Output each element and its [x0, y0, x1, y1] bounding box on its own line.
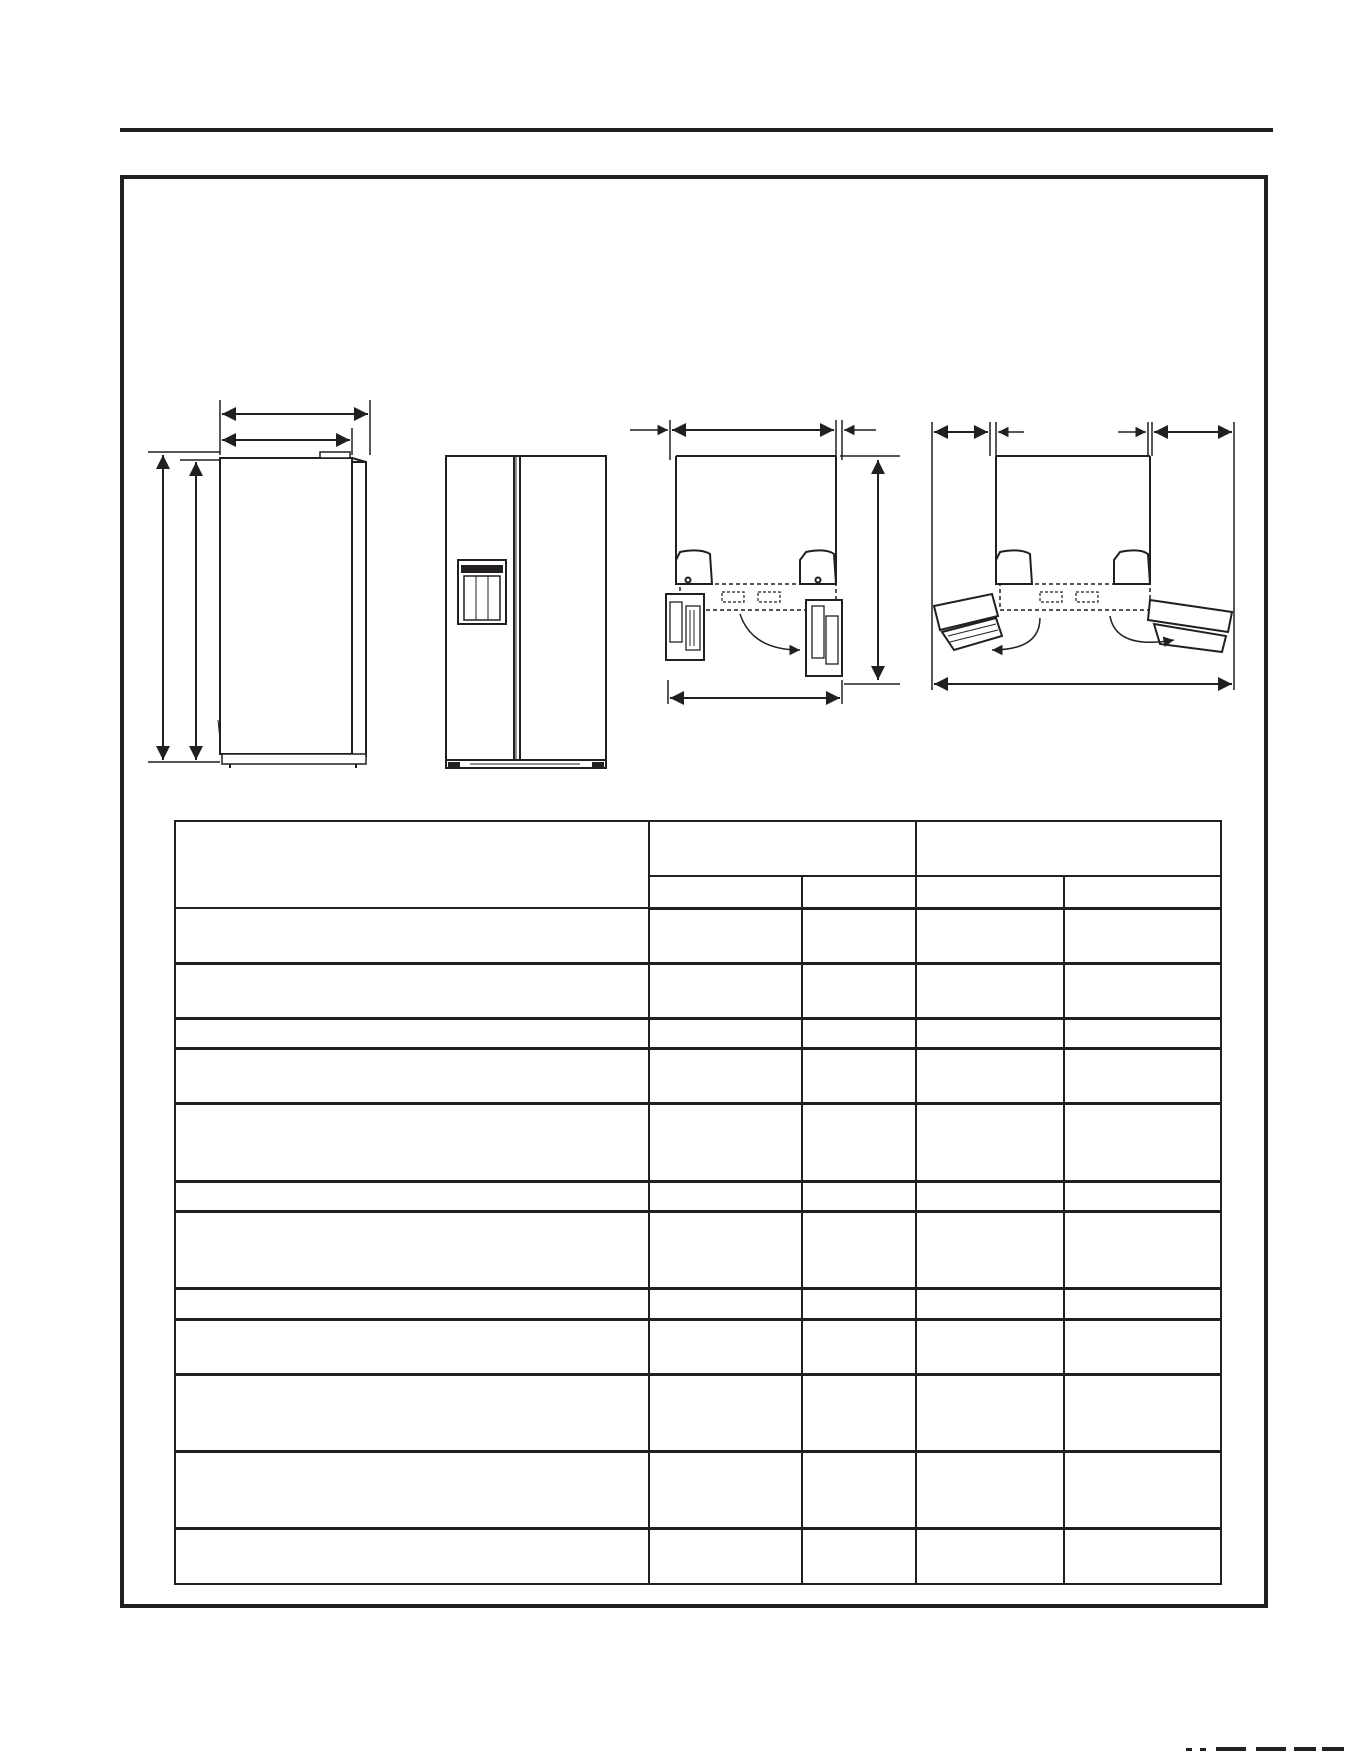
row-value	[649, 1529, 802, 1584]
row-label	[175, 1049, 649, 1104]
row-value	[916, 1049, 1064, 1104]
row-value	[649, 908, 802, 963]
dispenser-panel	[458, 560, 506, 624]
row-value	[916, 1104, 1064, 1181]
row-value	[916, 1374, 1064, 1451]
row-value	[649, 1319, 802, 1374]
row-value	[649, 1104, 802, 1181]
row-value	[802, 1212, 916, 1289]
row-value	[916, 1018, 1064, 1049]
side-view-figure	[148, 400, 370, 768]
row-label	[175, 1289, 649, 1320]
table-row	[175, 1374, 1221, 1451]
table-row	[175, 1018, 1221, 1049]
row-value	[1064, 1181, 1221, 1212]
row-value	[802, 963, 916, 1018]
row-label	[175, 1212, 649, 1289]
row-value	[802, 1104, 916, 1181]
row-value	[802, 1049, 916, 1104]
row-value	[802, 1018, 916, 1049]
row-value	[649, 1452, 802, 1529]
subheader-cell	[1064, 876, 1221, 909]
row-label	[175, 963, 649, 1018]
table-row	[175, 1104, 1221, 1181]
row-label	[175, 1104, 649, 1181]
table-row	[175, 1529, 1221, 1584]
row-value	[1064, 908, 1221, 963]
row-value	[1064, 1374, 1221, 1451]
row-value	[1064, 1018, 1221, 1049]
row-value	[916, 908, 1064, 963]
row-value	[1064, 1049, 1221, 1104]
row-value	[916, 1452, 1064, 1529]
description-header	[175, 821, 649, 908]
dimension-drawings	[0, 0, 1361, 800]
subheader-cell	[802, 876, 916, 909]
row-value	[916, 1319, 1064, 1374]
table-row	[175, 908, 1221, 963]
row-value	[916, 1529, 1064, 1584]
table-row	[175, 1319, 1221, 1374]
row-value	[802, 1181, 916, 1212]
row-value	[649, 1212, 802, 1289]
table-row	[175, 1049, 1221, 1104]
row-value	[649, 1049, 802, 1104]
top-view-90-figure	[630, 420, 900, 704]
row-label	[175, 1319, 649, 1374]
row-value	[1064, 1452, 1221, 1529]
row-value	[916, 963, 1064, 1018]
row-value	[649, 1018, 802, 1049]
row-value	[1064, 1104, 1221, 1181]
group-header-1	[649, 821, 916, 876]
row-label	[175, 1374, 649, 1451]
group-header-2	[916, 821, 1221, 876]
row-value	[802, 1452, 916, 1529]
row-value	[1064, 1319, 1221, 1374]
front-view-figure	[446, 456, 606, 768]
row-value	[649, 1289, 802, 1320]
row-value	[802, 1289, 916, 1320]
page-footer-marks	[1186, 1745, 1346, 1751]
row-value	[802, 1529, 916, 1584]
table-row	[175, 1212, 1221, 1289]
row-value	[802, 908, 916, 963]
table-row	[175, 963, 1221, 1018]
subheader-cell	[649, 876, 802, 909]
row-value	[1064, 963, 1221, 1018]
row-value	[1064, 1529, 1221, 1584]
row-value	[1064, 1212, 1221, 1289]
row-value	[802, 1319, 916, 1374]
row-value	[649, 963, 802, 1018]
top-view-max-figure	[932, 422, 1234, 690]
door-swing-arrow	[740, 614, 800, 650]
row-label	[175, 1018, 649, 1049]
row-value	[916, 1212, 1064, 1289]
row-label	[175, 1529, 649, 1584]
row-value	[649, 1374, 802, 1451]
row-label	[175, 908, 649, 963]
subheader-cell	[916, 876, 1064, 909]
row-value	[916, 1289, 1064, 1320]
row-value	[802, 1374, 916, 1451]
table-row	[175, 1452, 1221, 1529]
row-value	[1064, 1289, 1221, 1320]
table-row	[175, 1289, 1221, 1320]
row-value	[916, 1181, 1064, 1212]
row-value	[649, 1181, 802, 1212]
table-row	[175, 1181, 1221, 1212]
row-label	[175, 1452, 649, 1529]
specifications-table	[174, 820, 1222, 1585]
row-label	[175, 1181, 649, 1212]
table-header-row	[175, 821, 1221, 876]
